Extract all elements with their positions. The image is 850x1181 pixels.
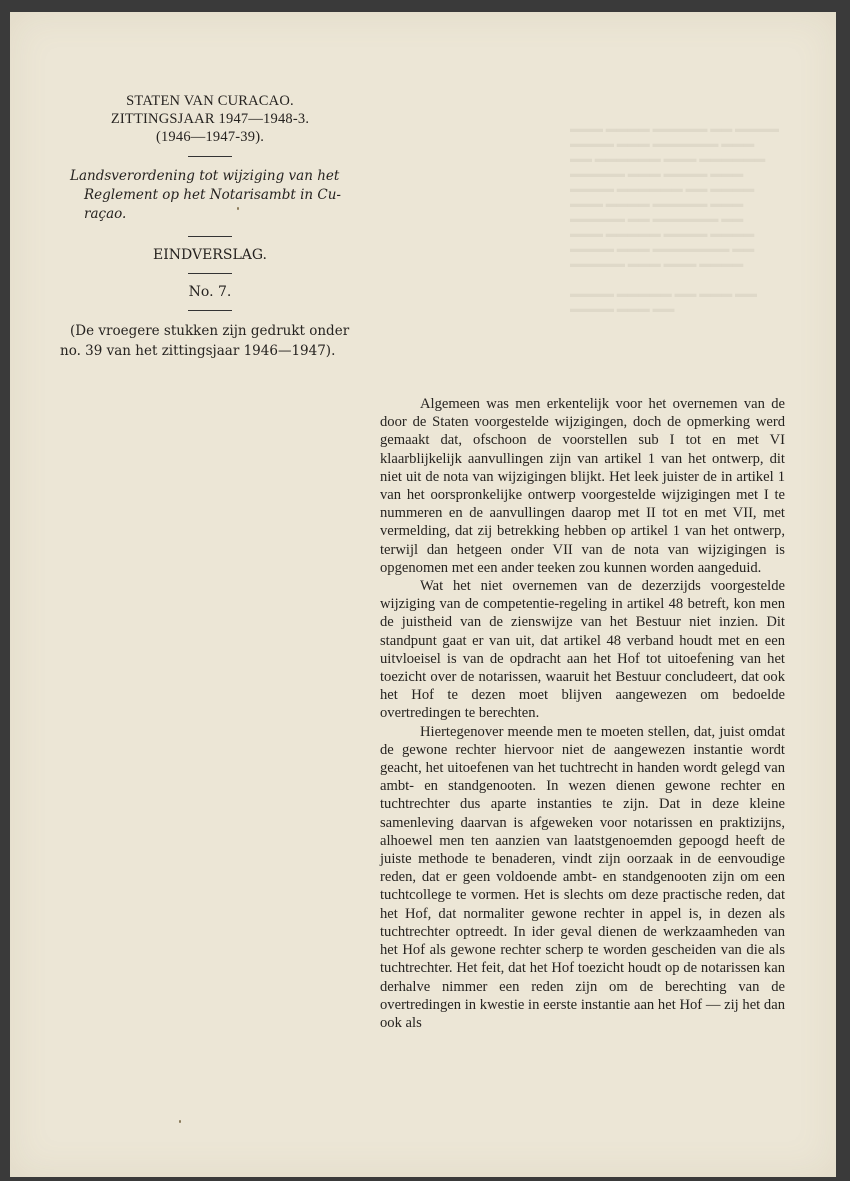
report-body xyxy=(380,395,785,1032)
paper-speck xyxy=(179,1120,181,1123)
paragraph: Hiertegenover meende men te moeten stellen, dat, juist omdat de gewone rechter hiervoor niet de aangewezen instantie wordt geacht, het uitoefenen van het tuchtrecht in handen wordt gelegd van ambt- en standgenooten. In wezen dienen gewone rechter en tuchtrechter dus aparte instanties te zijn. Dat in deze kleine samenleving daarvan is afgeweken voor notarissen en praktizijns, alhoewel men ten aanzien van laatstgenoemden gepoogd heeft de juiste methode te benaderen, vindt zijn oorzaak in de eenvoudige reden, dat er geen voldoende ambt- en standgenooten zijn om een tuchtcollege te vormen. Het is slechts om deze practische reden, dat het Hof, dat normaliter gewone rechter in appel is, in dezen als tuchtrechter optreedt. In ider geval dienen de werkzaamheden van het Hof als gewone rechter scherp te worden gescheiden van die als tuchtrechter. Het feit, dat het Hof toezicht houdt op de notarissen kan derhalve nimmer een reden zijn om de berechting van de overtredingen in kwestie in eerste instantie aan het Hof — zij het dan ook als xyxy=(380,723,785,1031)
subject-title xyxy=(60,167,360,224)
header-line-2: ZITTINGSJAAR 1947—1948-3. xyxy=(110,111,310,127)
paper-speck xyxy=(237,207,239,210)
divider xyxy=(188,310,232,311)
header-line-3: (1946—1947-39). xyxy=(155,129,265,145)
subject-line-1: Landsverordening tot wijziging van het xyxy=(70,168,340,184)
divider xyxy=(188,273,232,274)
document-page xyxy=(10,12,836,1177)
reference-note xyxy=(60,321,360,361)
paragraph: Algemeen was men erkentelijk voor het overnemen van de door de Staten voorgestelde wijzigingen, doch de opmerking werd gemaakt dat, ofschoon de voorstellen sub I tot en met VI klaarblijkelijk aanvullingen zijn van artikel 1 van het ontwerp, dit niet uit de nota van wijzigingen blijkt. Het leek juister de in artikel 1 van het oorspronkelijke ontwerp voorgestelde wijzigingen met I te nummeren en de aanvullingen daarop met II tot en met VII, met vermelding, dat zij betrekking hebben op artikel 1 van het ontwerp, terwijl dan hetgeen onder VII van de nota van wijzigingen is opgenomen met een ander teeken zou kunnen worden aangeduid. xyxy=(380,396,785,576)
show-through-text: ▬▬▬ ▬▬▬▬ ▬▬▬▬▬ ▬▬ ▬▬▬▬ ▬▬▬▬ ▬▬▬ ▬▬▬▬▬▬ ▬▬▬ ▬▬ ▬▬▬▬▬▬ ▬▬▬ ▬▬▬▬▬▬ ▬▬▬▬▬ ▬▬▬ ▬▬▬▬ ▬▬▬ ▬▬▬▬ ▬▬▬▬▬▬ ▬▬ ▬▬▬▬ ▬▬▬ ▬▬▬▬ ▬▬▬▬▬ ▬▬▬ ▬▬▬▬▬ ▬▬ ▬▬▬▬▬▬ ▬▬ ▬▬▬ ▬▬▬▬▬ ▬▬▬▬ ▬▬▬▬ ▬▬▬▬ ▬▬▬ ▬▬▬▬▬▬▬ ▬▬ ▬▬▬▬▬ ▬▬▬ ▬▬▬ ▬▬▬▬ ▬▬▬▬ ▬▬▬▬▬ ▬▬ ▬▬▬ ▬▬ ▬▬▬▬ ▬▬▬ ▬▬ xyxy=(570,123,779,315)
divider xyxy=(188,236,232,237)
note-line-1: (De vroegere stukken zijn gedrukt onder xyxy=(70,323,350,339)
session-header xyxy=(60,92,360,146)
document-number: No. 7. xyxy=(188,284,232,300)
document-type: EINDVERSLAG. xyxy=(153,247,267,263)
divider xyxy=(188,156,232,157)
subject-line-2: Reglement op het Notarisambt in Cu- xyxy=(84,187,341,203)
paragraph: Wat het niet overnemen van de dezerzijds voorgestelde wijziging van de competentie-regeling in artikel 48 betreft, kon men de juistheid van de zienswijze van het Bestuur niet inzien. Dit standpunt gaat er van uit, dat artikel 48 verband houdt met en een uitvloeisel is van de opdracht aan het Hof tot uitoefening van het toezicht over de notarissen, waaruit het Bestuur concludeert, dat ook het Hof te dezen moet blijven aangewezen om bedoelde overtredingen te berechten. xyxy=(380,578,785,722)
subject-line-3: raçao. xyxy=(84,206,127,222)
left-column xyxy=(60,92,360,361)
note-line-2: no. 39 van het zittingsjaar 1946—1947). xyxy=(60,343,336,359)
header-line-1: STATEN VAN CURACAO. xyxy=(126,93,294,109)
